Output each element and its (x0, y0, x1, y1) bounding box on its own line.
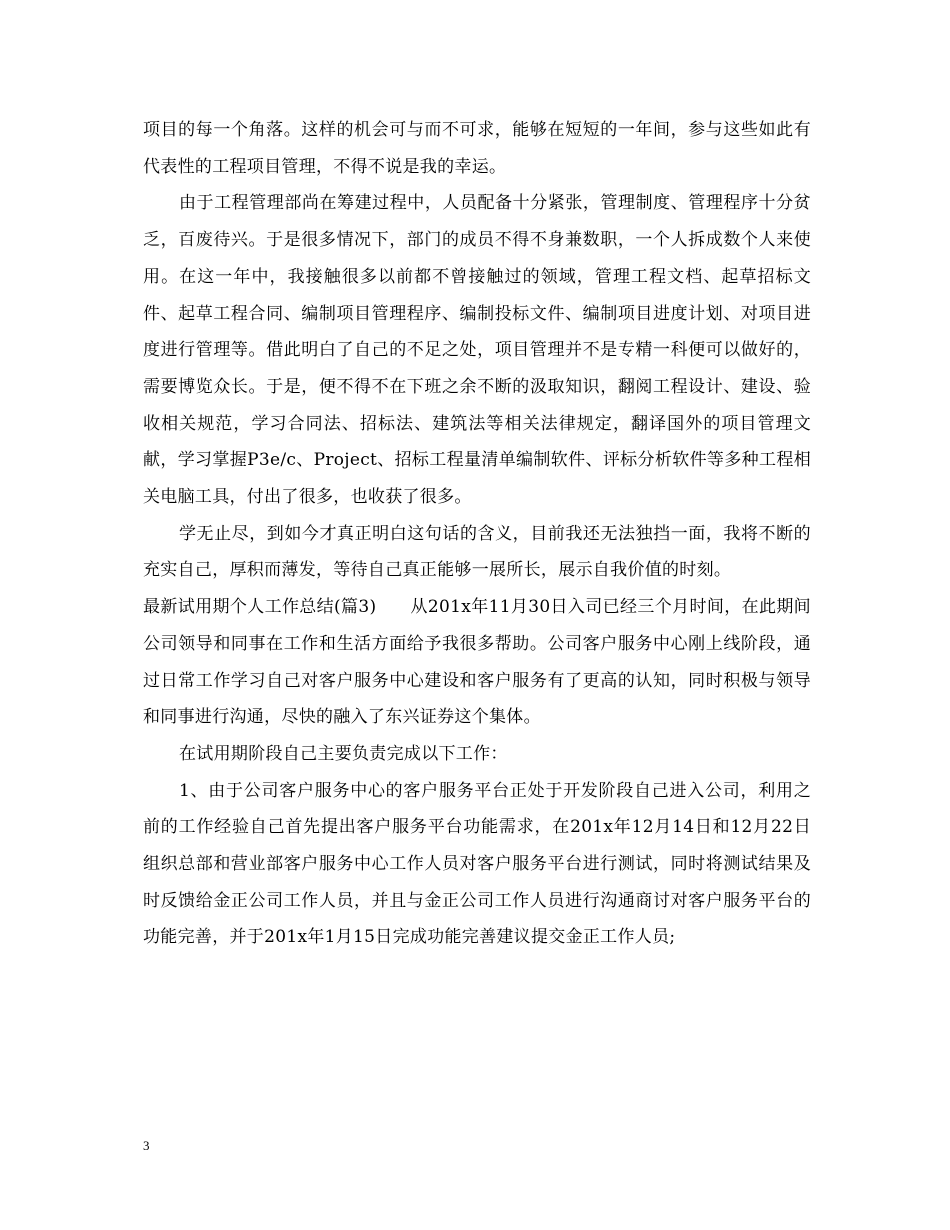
section-text: 从201x年11月30日入司已经三个月时间，在此期间公司领导和同事在工作和生活方面给予我很多帮助。公司客户服务中心刚上线阶段，通过日常工作学习自己对客户服务中心建设和客户服务有了更高的认知，同时积极与领导和同事进行沟通，尽快的融入了东兴证券这个集体。 (143, 597, 811, 728)
document-body (143, 112, 811, 956)
paragraph-2: 由于工程管理部尚在筹建过程中，人员配备十分紧张，管理制度、管理程序十分贫乏，百废待兴。于是很多情况下，部门的成员不得不身兼数职，一个人拆成数个人来使用。在这一年中，我接触很多以前都不曾接触过的领域，管理工程文档、起草招标文件、起草工程合同、编制项目管理程序、编制投标文件、编制项目进度计划、对项目进度进行管理等。借此明白了自己的不足之处，项目管理并不是专精一科便可以做好的，需要博览众长。于是，便不得不在下班之余不断的汲取知识，翻阅工程设计、建设、验收相关规范，学习合同法、招标法、建筑法等相关法律规定，翻译国外的项目管理文献，学习掌握P3e/c、Project、招标工程量清单编制软件、评标分析软件等多种工程相关电脑工具，付出了很多，也收获了很多。 (143, 193, 811, 508)
paragraph-1: 项目的每一个角落。这样的机会可与而不可求，能够在短短的一年间，参与这些如此有代表性的工程项目管理，不得不说是我的幸运。 (143, 120, 811, 177)
section-paragraph (143, 589, 811, 736)
paragraph-4: 在试用期阶段自己主要负责完成以下工作： (179, 743, 508, 764)
paragraph-3: 学无止尽，到如今才真正明白这句话的含义，目前我还无法独挡一面，我将不断的充实自己，厚积而薄发，等待自己真正能够一展所长，展示自我价值的时刻。 (143, 523, 811, 581)
paragraph-5: 1、由于公司客户服务中心的客户服务平台正处于开发阶段自己进入公司，利用之前的工作经验自己首先提出客户服务平台功能需求，在201x年12月14日和12月22日组织总部和营业部客户服务中心工作人员对客户服务平台进行测试，同时将测试结果及时反馈给金正公司工作人员，并且与金正公司工作人员进行沟通商讨对客户服务平台的功能完善，并于201x年1月15日完成功能完善建议提交金正工作人员; (143, 780, 811, 948)
page-number: 3 (143, 1138, 150, 1153)
section-heading: 最新试用期个人工作总结(篇3) (143, 597, 377, 618)
